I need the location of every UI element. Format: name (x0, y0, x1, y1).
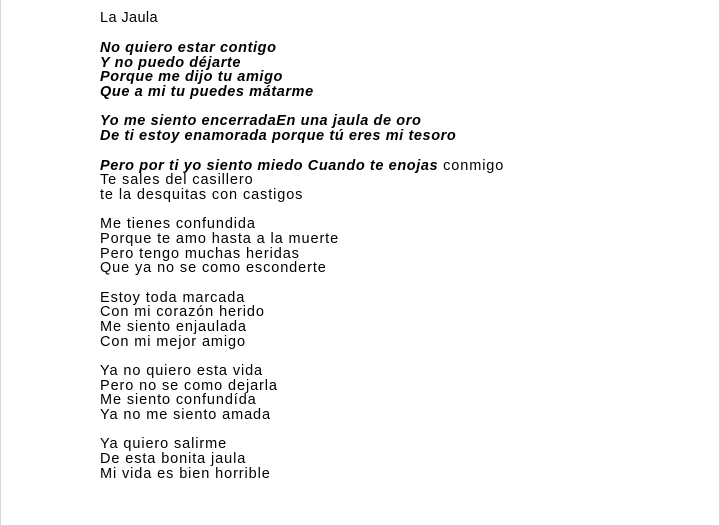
stanza-3 (100, 159, 710, 203)
poem-line: Estoy toda marcada (100, 289, 246, 306)
stanza-2 (100, 114, 710, 143)
poem-line: Y no puedo déjarte (100, 54, 242, 71)
poem-line: Me siento confundída (100, 392, 257, 409)
poem-line: Pero tengo muchas heridas (100, 245, 300, 262)
poem-line: Ya quiero salirme (100, 436, 228, 453)
poem-line: Porque me dijo tu amigo (100, 69, 283, 86)
poem-line: te la desquitas con castigos (100, 186, 304, 203)
poem-line: Ya no quiero esta vida (100, 363, 264, 380)
poem-line: Te sales del casillero (100, 172, 254, 189)
poem-line: Con mi corazón herido (100, 304, 265, 321)
poem-line: Que ya no se como esconderte (100, 260, 327, 277)
poem-line: Que a mi tu puedes mátarme (100, 83, 314, 100)
poem-line: Porque te amo hasta a la muerte (100, 230, 340, 247)
poem-line-bold-part: Pero por ti yo siento miedo Cuando te enojas (100, 157, 439, 174)
poem-line: Ya no me siento amada (100, 406, 271, 423)
poem-line: Pero no se como dejarla (100, 377, 278, 394)
poem-line: Con mi mejor amigo (100, 333, 246, 350)
stanza-1 (100, 41, 710, 99)
poem-line: Me siento enjaulada (100, 318, 247, 335)
poem-title: La Jaula (100, 10, 159, 26)
stanza-5 (100, 291, 710, 349)
poem-line: De esta bonita jaula (100, 451, 247, 468)
page-left-edge (0, 0, 1, 525)
stanza-6 (100, 364, 710, 422)
poem-line: De ti estoy enamorada porque tú eres mi tesoro (100, 127, 457, 144)
poem-line-regular-part: conmigo (438, 157, 505, 174)
poem-body (100, 11, 710, 481)
poem-line: Mi vida es bien horrible (100, 465, 271, 482)
poem-line: Me tienes confundida (100, 216, 256, 233)
poem-line-mixed (100, 159, 710, 174)
stanza-4 (100, 217, 710, 275)
poem-line: Yo me siento encerradaEn una jaula de oro (100, 113, 422, 130)
poem-line: No quiero estar contigo (100, 40, 277, 56)
stanza-7 (100, 437, 710, 481)
